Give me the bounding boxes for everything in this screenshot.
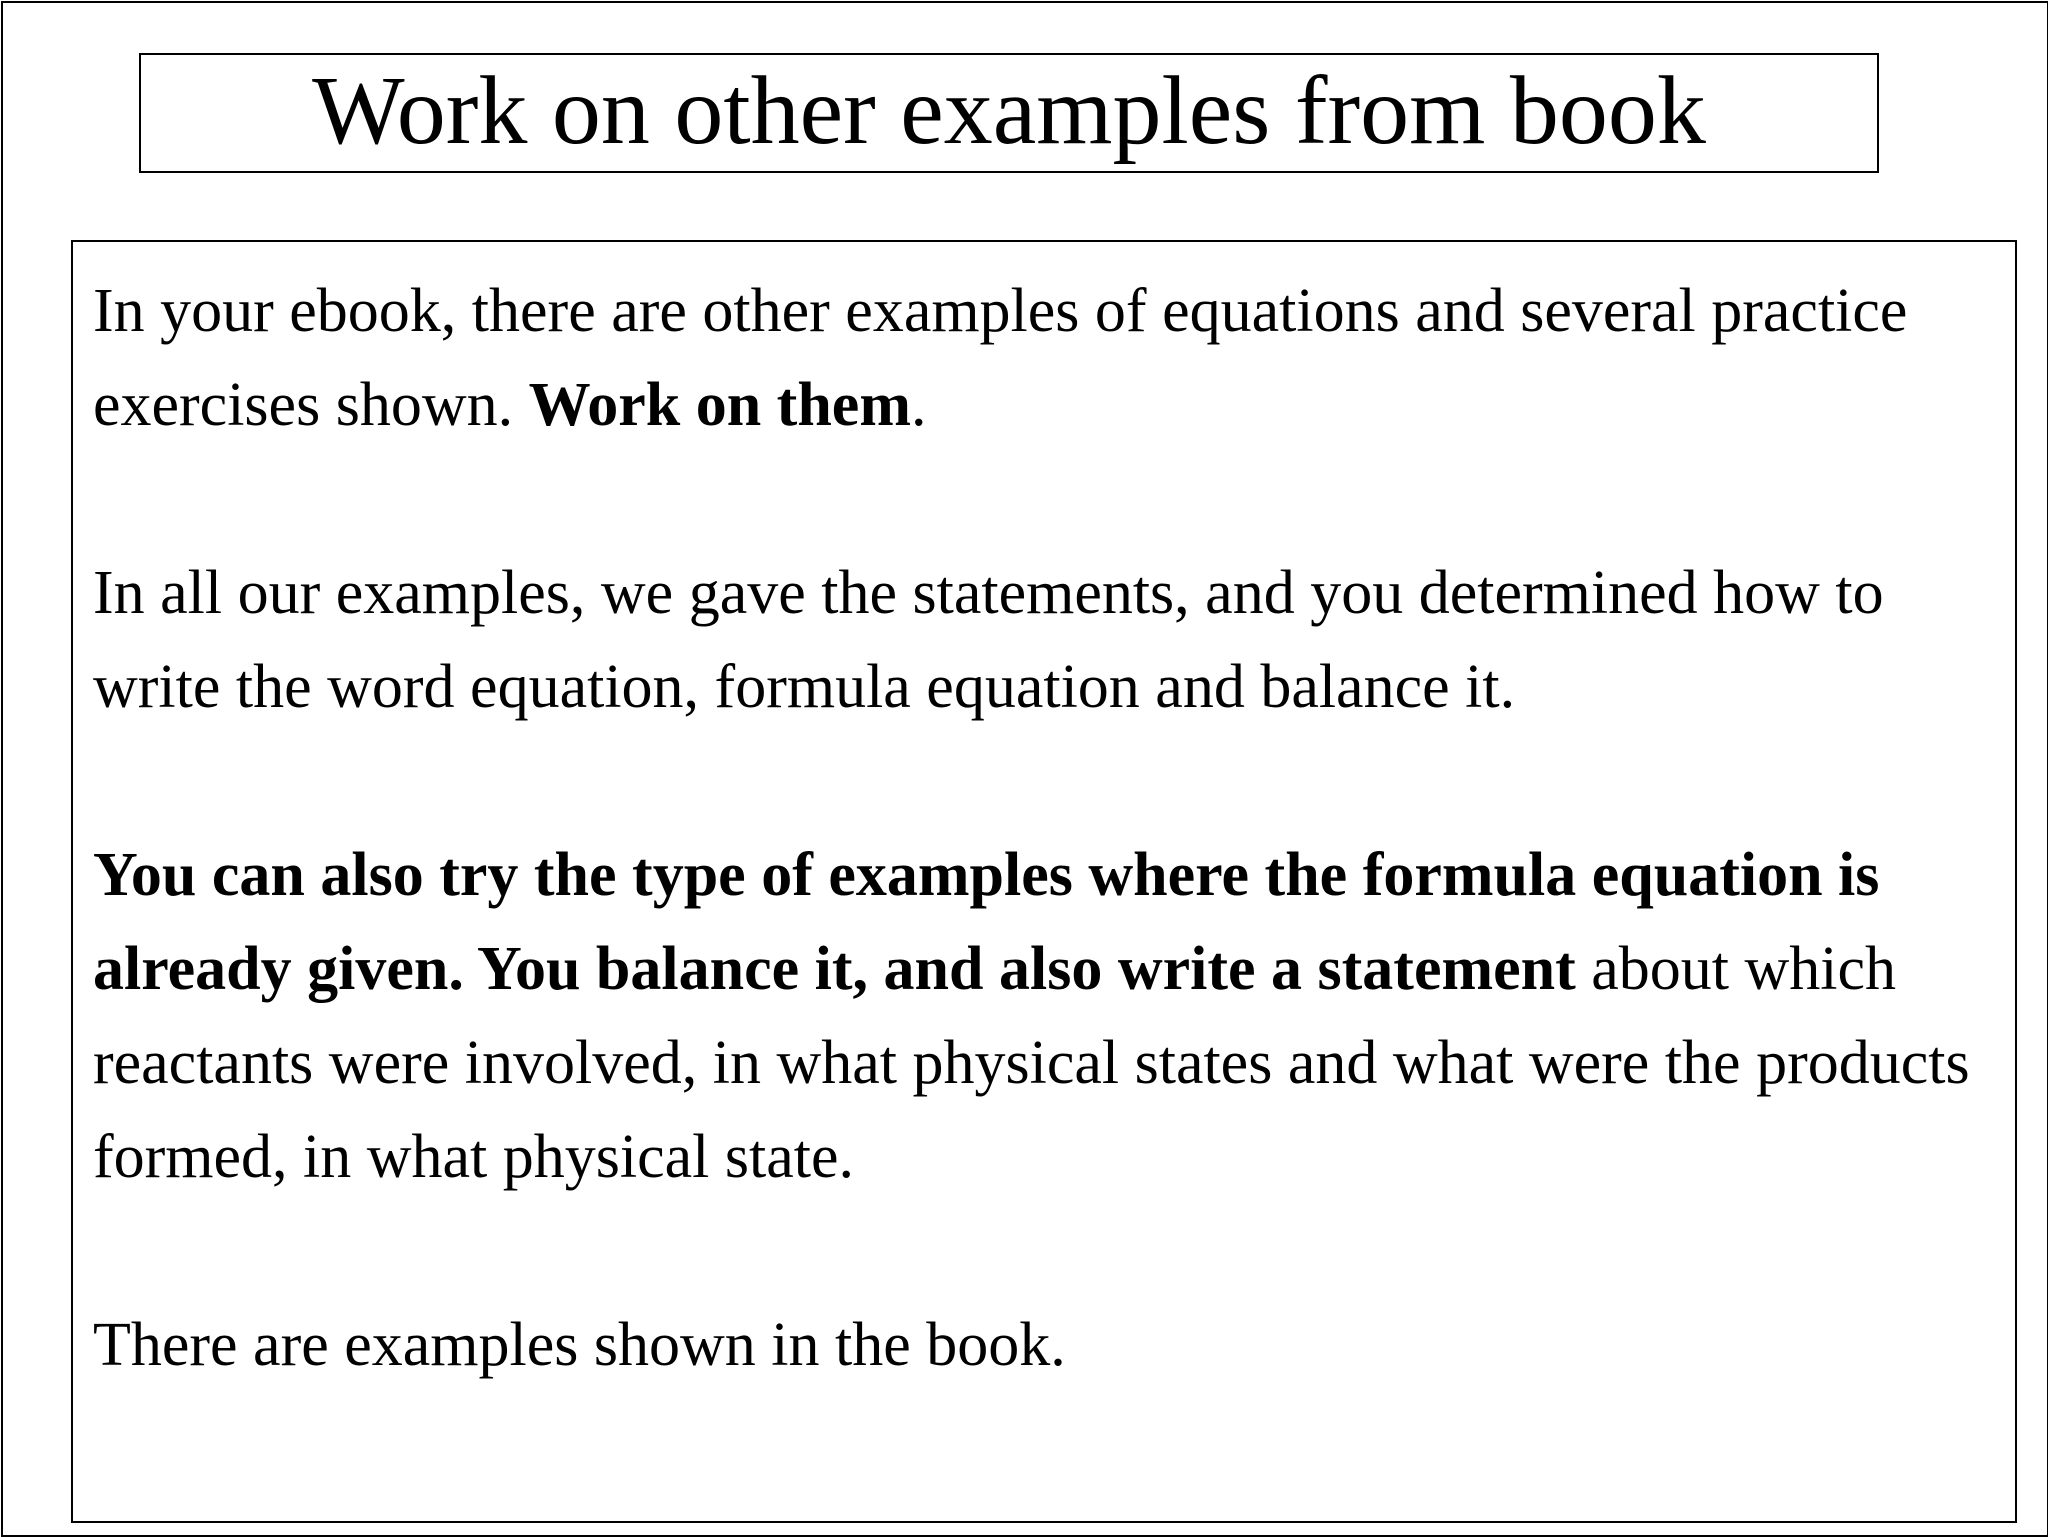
paragraph-formula-given: [93, 828, 2013, 1204]
paragraph-our-examples-text: In all our examples, we gave the statements, and you determined how to write the word equation, formula equation and balance it.: [93, 559, 1884, 721]
paragraph-spacer: [93, 734, 2013, 828]
paragraph-spacer: [93, 1204, 2013, 1298]
paragraph-formula-emphasis: You can also try the type of examples where the formula equation is already given. You balance it, and also write a statement: [93, 841, 1880, 1003]
paragraph-our-examples: [93, 546, 2013, 734]
paragraph-formula-text: about which reactants were involved, in what physical states and what were the products formed, in what physical state.: [93, 935, 1970, 1191]
paragraph-book-examples: [93, 1298, 2013, 1392]
title-box: [139, 53, 1879, 173]
paragraph-ebook-emphasis: Work on them: [528, 371, 911, 439]
paragraph-spacer: [93, 452, 2013, 546]
content-box: [71, 240, 2017, 1523]
paragraph-ebook-text: In your ebook, there are other examples of equations and several practice exercises shown.: [93, 277, 1908, 439]
slide-frame: [1, 1, 2048, 1537]
content-text: [93, 264, 2013, 1392]
paragraph-book-examples-text: There are examples shown in the book.: [93, 1311, 1066, 1379]
paragraph-ebook-examples: [93, 264, 2013, 452]
paragraph-ebook-period: .: [910, 371, 927, 439]
slide-title: Work on other examples from book: [312, 57, 1706, 165]
